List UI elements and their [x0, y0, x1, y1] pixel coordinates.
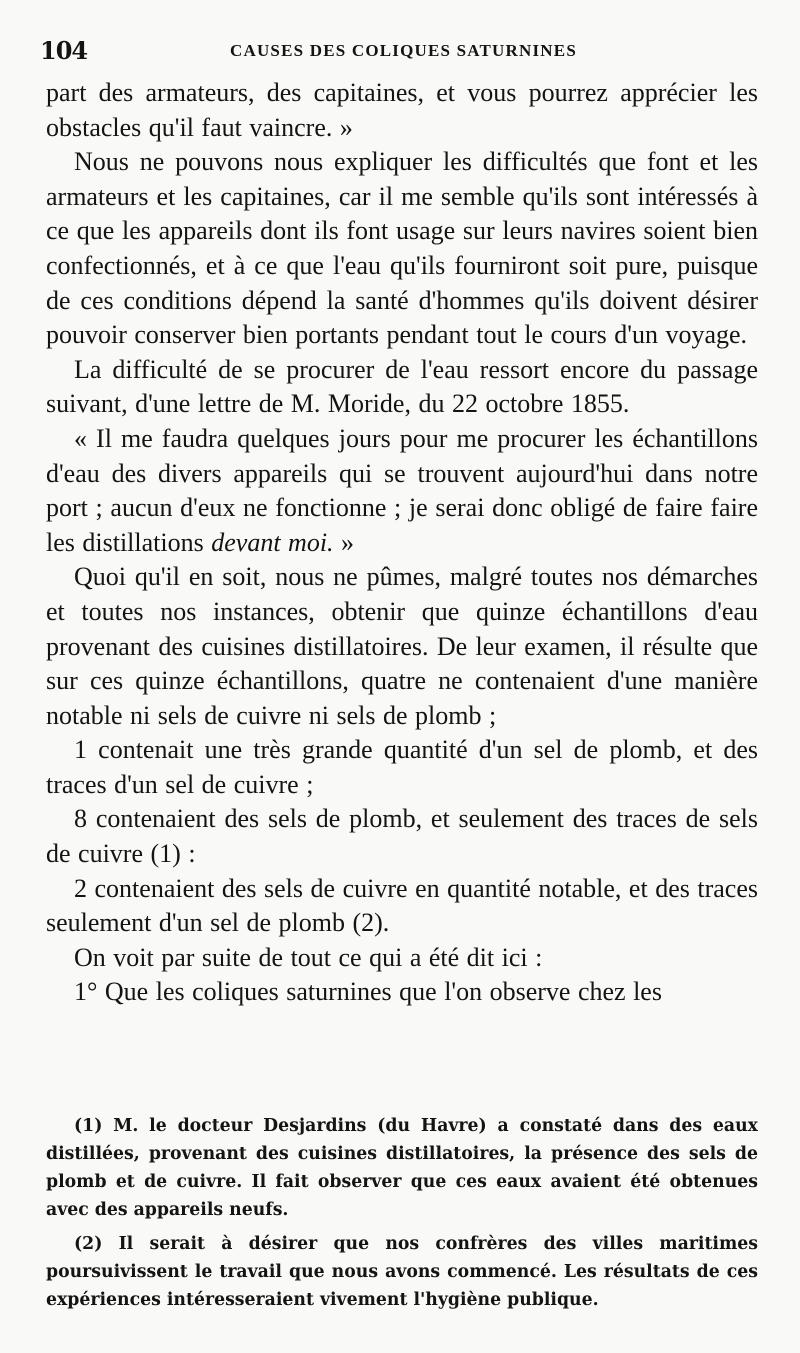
body-text [46, 76, 758, 1010]
paragraph-3: La difficulté de se procurer de l'eau ressort encore du passage suivant, d'une lettre de M. Moride, du 22 octobre 1855. [46, 354, 758, 419]
footnote-1: (1) M. le docteur Desjardins (du Havre) a constaté dans des eaux distillées, provenant des cuisines distillatoires, la présence des sels de plomb et de cuivre. Il fait observer que ces eaux avaient été obtenues avec des appareils neufs. [46, 1116, 758, 1220]
footnote-2: (2) Il serait à désirer que nos confrères des villes maritimes poursuivissent le travail que nous avons commencé. Les résultats de ces expériences intéresseraient vivement l'hygiène publique. [46, 1234, 758, 1310]
footnotes [46, 1112, 758, 1320]
running-head: CAUSES DES COLIQUES SATURNINES [230, 41, 577, 60]
paragraph-4-quote [46, 422, 758, 560]
paragraph-6: 1 contenait une très grande quantité d'un sel de plomb, et des traces d'un sel de cuivre ; [46, 735, 758, 799]
page-number: 104 [40, 36, 88, 65]
paragraph-10: 1° Que les coliques saturnines que l'on observe chez les [74, 977, 662, 1007]
paragraph-8: 2 contenaient des sels de cuivre en quantité notable, et des traces seulement d'un sel de plomb (2). [46, 873, 758, 938]
paragraph-5: Quoi qu'il en soit, nous ne pûmes, malgré toutes nos démarches et toutes nos instances, obtenir que quinze échantillons d'eau provenant des cuisines distillatoires. De leur examen, il résulte que sur ces quinze échantillons, quatre ne contenaient d'une manière notable ni sels de cuivre ni sels de plomb ; [46, 562, 758, 730]
quote-end: » [333, 527, 355, 557]
paragraph-7: 8 contenaient des sels de plomb, et seulement des traces de sels de cuivre (1) : [46, 804, 758, 869]
quote-italic: devant moi. [211, 527, 334, 557]
page-header [40, 36, 760, 66]
paragraph-9: On voit par suite de tout ce qui a été dit ici : [74, 942, 543, 972]
quote-text: « Il me faudra quelques jours pour me procurer les échantillons d'eau des divers appareils qui se trouvent aujourd'hui dans notre port ; aucun d'eux ne fonctionne ; je serai donc obligé de faire faire les distillations [46, 423, 758, 557]
paragraph-1: part des armateurs, des capitaines, et vous pourrez apprécier les obstacles qu'il faut vaincre. » [46, 78, 758, 142]
paragraph-2: Nous ne pouvons nous expliquer les difficultés que font et les armateurs et les capitaines, car il me semble qu'ils sont intéressés à ce que les appareils dont ils font usage sur leurs navires soient bien confectionnés, et à ce que l'eau qu'ils fourniront soit pure, puisque de ces conditions dépend la santé d'hommes qu'ils doivent désirer pouvoir conserver bien portants pendant tout le cours d'un voyage. [46, 147, 758, 350]
